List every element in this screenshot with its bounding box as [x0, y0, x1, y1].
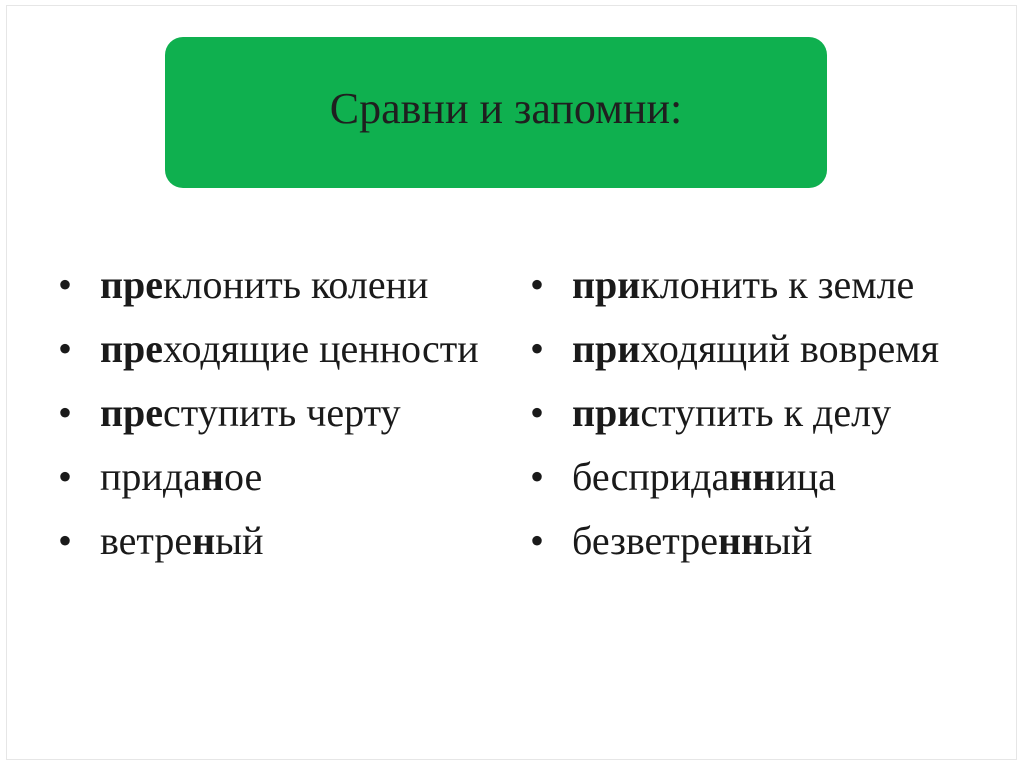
list-item-text	[100, 390, 401, 435]
list-item	[530, 258, 1000, 311]
bullet-icon: •	[58, 518, 73, 563]
bullet-icon: •	[530, 390, 545, 435]
highlighted-letters: пре	[100, 390, 164, 435]
word-part: бесприда	[572, 454, 730, 499]
list-item	[58, 322, 498, 375]
list-item	[530, 514, 1000, 567]
list-item	[58, 450, 498, 503]
bullet-icon: •	[530, 518, 545, 563]
word-part: клонить колени	[163, 262, 429, 307]
word-part: безветре	[572, 518, 718, 563]
bullet-icon: •	[58, 390, 73, 435]
word-part: ходящий вовремя	[640, 326, 939, 371]
left-word-list	[58, 258, 498, 578]
list-item-text	[572, 454, 836, 499]
bullet-icon: •	[58, 326, 73, 371]
word-part: ый	[215, 518, 264, 563]
list-item	[530, 450, 1000, 503]
word-part: ступить черту	[163, 390, 401, 435]
word-part: ветре	[100, 518, 193, 563]
list-item	[530, 386, 1000, 439]
highlighted-letters: при	[572, 326, 641, 371]
slide-title: Сравни и запомни:	[329, 84, 683, 133]
highlighted-letters: н	[200, 454, 224, 499]
bullet-icon: •	[58, 454, 73, 499]
list-item-text	[100, 518, 263, 563]
list-item	[58, 514, 498, 567]
list-item-text	[572, 262, 914, 307]
word-part: ица	[775, 454, 836, 499]
highlighted-letters: нн	[718, 518, 765, 563]
word-part: ходящие ценности	[163, 326, 479, 371]
bullet-icon: •	[530, 454, 545, 499]
list-item	[530, 322, 1000, 375]
word-part: ое	[223, 454, 263, 499]
bullet-icon: •	[530, 262, 545, 307]
list-item-text	[100, 262, 428, 307]
highlighted-letters: нн	[729, 454, 776, 499]
bullet-icon: •	[58, 262, 73, 307]
highlighted-letters: при	[572, 262, 641, 307]
highlighted-letters: пре	[100, 326, 164, 371]
word-part: клонить к земле	[640, 262, 915, 307]
list-item	[58, 258, 498, 311]
highlighted-letters: при	[572, 390, 641, 435]
word-part: ступить к делу	[640, 390, 892, 435]
title-banner	[165, 37, 827, 188]
list-item-text	[572, 326, 939, 371]
list-item-text	[572, 390, 891, 435]
list-item-text	[572, 518, 812, 563]
word-part: ый	[764, 518, 813, 563]
highlighted-letters: н	[192, 518, 216, 563]
highlighted-letters: пре	[100, 262, 164, 307]
list-item-text	[100, 454, 262, 499]
bullet-icon: •	[530, 326, 545, 371]
list-item-text	[100, 326, 479, 371]
word-part: прида	[100, 454, 201, 499]
list-item	[58, 386, 498, 439]
right-word-list	[530, 258, 1000, 578]
